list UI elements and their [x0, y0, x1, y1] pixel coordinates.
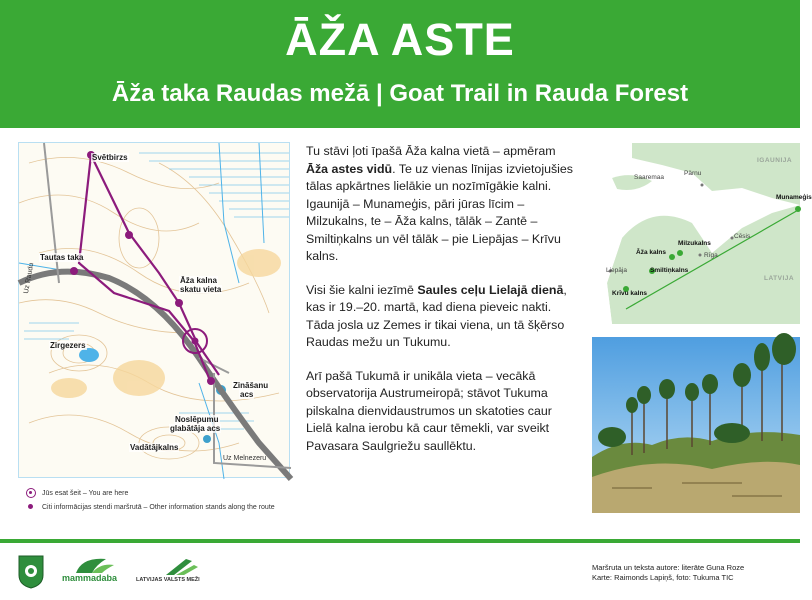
paragraph-1: Tu stāvi ļoti īpašā Āža kalna vietā – apmēram Āža astes vidū. Te uz vienas līnijas izvietojušies tālas apkārtnes lielākie un nozīmīgākie kalni. Igaunijā – Munameģis, pāri jūras līcim – Milzukalns, te – Āža kalns, tālāk – Zantē – Smiltiņkalns un vēl tālāk – pie Liepājas – Krīvu kalns.	[306, 144, 573, 263]
credits-author: Maršruta un teksta autore: literāte Guna Roze	[592, 563, 745, 572]
inset-region-map	[592, 143, 812, 324]
inset-label-parnu: Pärnu	[684, 170, 702, 177]
header-banner	[0, 0, 800, 128]
map-label-aza-kalna: Āža kalna	[180, 276, 217, 285]
mammadaba-logo-text: mammadaba	[62, 573, 118, 583]
goat-trail-route	[79, 155, 219, 383]
marker-aza-kalns	[669, 254, 675, 260]
map-label-svetbirzs: Svētbirzs	[92, 153, 128, 162]
page-title: ĀŽA ASTE	[285, 14, 515, 65]
map-label-uz-rauda: Uz Raudu	[23, 262, 36, 295]
legend-row-other-stands	[26, 500, 275, 514]
paragraph-2: Visi šie kalni iezīmē Saules ceļu Lielajā dienā, kas ir 19.–20. martā, kad diena pieveic nakti. Tāda josla uz Zemes ir tikai viena, un tā šķērso Raudas mežu un Tukumu.	[306, 282, 567, 349]
lvm-logo	[136, 555, 206, 589]
body-text	[306, 143, 580, 471]
stand-nosleptumu-acs	[203, 435, 211, 443]
highlight-saules-cels: Saules ceļu Lielajā dienā	[417, 282, 564, 297]
stand-tautas-taka	[70, 267, 78, 275]
map-label-glabataja-acs: glabātāja acs	[170, 424, 221, 433]
map-label-uz-melnezeru: Uz Melnezeru	[223, 455, 267, 462]
legend-you-are-here-text: Jūs esat šeit – You are here	[42, 489, 129, 497]
marker-munamegis	[795, 206, 801, 212]
lake-zirgezers	[79, 348, 99, 362]
you-are-here-dot	[192, 338, 199, 345]
inset-label-smiltinkalns: Smiltiņkalns	[650, 267, 689, 274]
legend-row-you-are-here	[26, 486, 275, 500]
stand-forest-1	[125, 231, 133, 239]
map-label-zinasanu: Zināšanu	[233, 381, 269, 390]
inset-label-saaremaa: Saaremaa	[634, 174, 664, 181]
lvm-logo-text: LATVIJAS VALSTS MEŽI	[136, 577, 200, 583]
streams	[19, 143, 267, 479]
footer-divider	[0, 539, 800, 543]
forest-photo-graphic	[592, 337, 800, 513]
map-label-skatu-vieta: skatu vieta	[180, 285, 222, 294]
forest-photo	[592, 337, 800, 513]
credits	[592, 563, 744, 583]
marker-parnu	[701, 184, 704, 187]
road-to-rauda	[44, 143, 59, 283]
map-legend	[26, 486, 275, 514]
inset-label-cesis: Cēsis	[734, 233, 751, 240]
stand-aza-kalna	[175, 299, 183, 307]
info-stand-icon	[26, 502, 36, 512]
credits-map-photo: Karte: Raimonds Lapiņš, foto: Tukuma TIC	[592, 573, 734, 582]
map-label-nosleptumu: Noslēpumu	[175, 415, 219, 424]
page-subtitle: Āža taka Raudas mežā | Goat Trail in Rauda Forest	[111, 80, 689, 107]
inset-label-aza-kalns: Āža kalns	[636, 249, 666, 256]
inset-label-krivu-kalns: Krīvu kalns	[612, 290, 648, 297]
highlight-aza-astes-vidu: Āža astes vidū	[306, 161, 393, 176]
mammadaba-leaf-icon	[62, 555, 120, 575]
stand-road-end	[207, 377, 215, 385]
inset-label-munamegis: Munameģis	[776, 194, 812, 201]
inset-label-latvija: LATVIJA	[764, 275, 795, 282]
marker-riga	[699, 254, 702, 257]
map-label-acs: acs	[240, 390, 254, 399]
map-label-vadatajkalns: Vadātājkalns	[130, 443, 179, 452]
paragraph-3: Arī pašā Tukumā ir unikāla vieta – vecākā observatorija Austrumeiropā; stāvot Tukuma pilskalna dienvidaustrumos un skatoties caur Lielā kalna ierobu kā caur tēmekli, var sveikt Pavasara Saulgriežu saullēktu.	[306, 368, 552, 453]
inset-label-riga: Rīga	[704, 252, 718, 259]
map-label-tautas-taka: Tautas taka	[40, 253, 84, 262]
tukums-coat-of-arms-icon	[18, 555, 44, 589]
legend-other-stands-text: Citi informācijas stendi maršrutā – Other information stands along the route	[42, 503, 275, 511]
inset-label-igaunija: IGAUNIJA	[757, 157, 793, 164]
footer-logos	[18, 552, 206, 592]
mammadaba-logo	[62, 555, 120, 589]
marker-milzukalns	[677, 250, 683, 256]
lvm-tree-icon	[136, 555, 206, 577]
trail-map	[18, 142, 290, 478]
map-label-zirgezers: Zirgezers	[50, 341, 86, 350]
inset-label-milzukalns: Milzukalns	[678, 240, 711, 247]
trail-map-graphic	[19, 143, 291, 479]
you-are-here-icon	[26, 488, 36, 498]
inset-label-liepaja: Liepāja	[606, 267, 627, 274]
